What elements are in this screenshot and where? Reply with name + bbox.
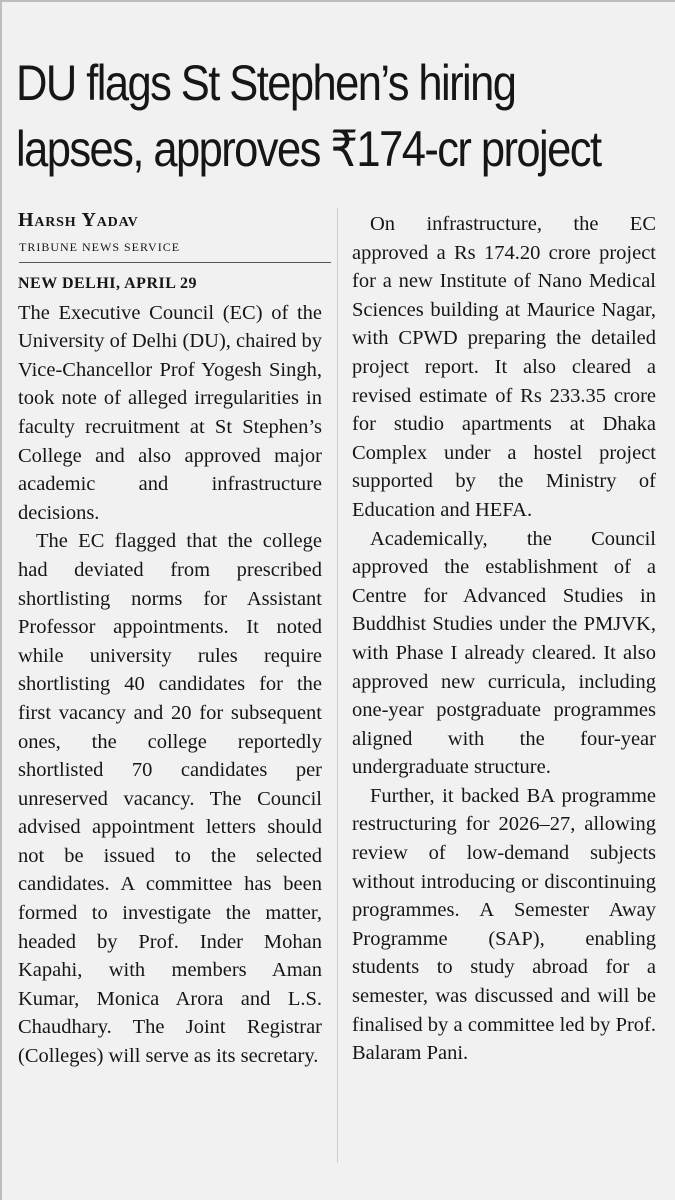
right-column <box>352 210 656 1068</box>
paragraph: The Executive Council (EC) of the University of Delhi (DU), chaired by Vice-Chancellor Prof Yogesh Singh, took note of alleged irregularities in faculty recruitment at St Stephen’s College and also approved major academic and infrastructure decisions. <box>18 301 322 524</box>
news-service: TRIBUNE NEWS SERVICE <box>19 240 181 254</box>
headline-line-1: DU flags St Stephen’s hiring <box>16 55 516 111</box>
headline-line-2: lapses, approves ₹174-cr project <box>16 121 601 177</box>
dateline: NEW DELHI, APRIL 29 <box>18 275 198 292</box>
byline-rule <box>19 262 331 263</box>
left-border <box>0 0 2 1200</box>
paragraph: The EC flagged that the college had deviated from prescribed shortlisting norms for Assistant Professor appointments. It noted while university rules require shortlisting 40 candidates for the first vacancy and 20 for subsequent ones, the college reportedly shortlisted 70 candidates per unreserved vacancy. The Council advised appointment letters should not be issued to the selected candidates. A committee has been formed to investigate the matter, headed by Prof. Inder Mohan Kapahi, with members Aman Kumar, Monica Arora and L.S. Chaudhary. The Joint Registrar (Colleges) will serve as its secretary. <box>18 530 322 1068</box>
paragraph: On infrastructure, the EC approved a Rs 174.20 crore project for a new Institute of Nano Medical Sciences building at Maurice Nagar, with CPWD preparing the detailed project report. It also cleared a revised estimate of Rs 233.35 crore for studio apartments at Dhaka Complex under a hostel project supported by the Ministry of Education and HEFA. <box>352 213 656 521</box>
top-border <box>0 0 675 2</box>
headline <box>16 50 601 182</box>
paragraph: Academically, the Council approved the establishment of a Centre for Advanced Studies in Buddhist Studies under the PMJVK, with Phase I already cleared. It also approved new curricula, including one-year postgraduate programmes aligned with the four-year undergraduate structure. <box>352 527 656 779</box>
left-column <box>18 270 322 1071</box>
column-divider <box>337 208 338 1163</box>
paragraph: Further, it backed BA programme restructuring for 2026–27, allowing review of low-demand subjects without introducing or discontinuing programmes. A Semester Away Programme (SAP), enabling students to study abroad for a semester, was discussed and will be finalised by a committee led by Prof. Balaram Pani. <box>352 784 656 1065</box>
author-byline: Harsh Yadav <box>18 209 139 231</box>
